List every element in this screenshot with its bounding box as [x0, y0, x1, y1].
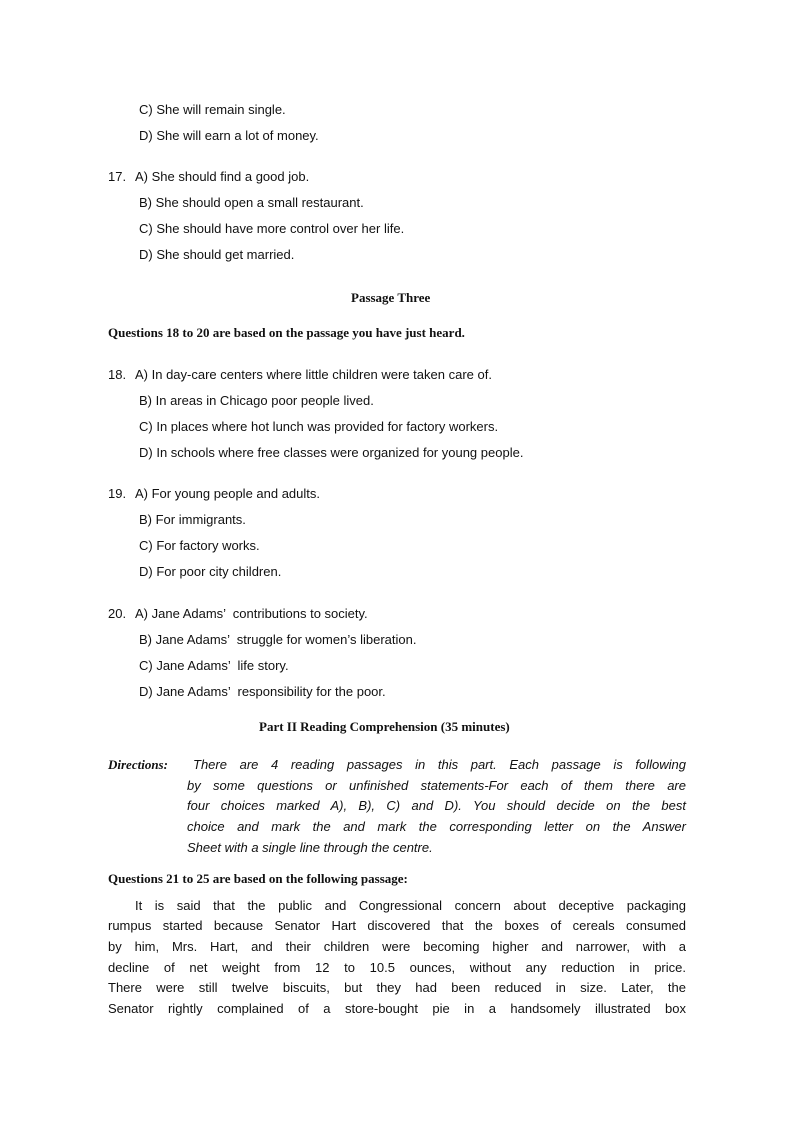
q17-option-a: A) She should find a good job.	[135, 169, 310, 184]
q19-option-a: A) For young people and adults.	[135, 486, 321, 501]
q16-option-d: D) She will earn a lot of money.	[139, 128, 319, 143]
q18-option-b: B) In areas in Chicago poor people lived.	[139, 393, 374, 408]
passage-line: There were still twelve biscuits, but they had been reduced in size. Later, the	[108, 980, 686, 995]
directions-label: Directions:	[108, 757, 168, 772]
q16-option-c: C) She will remain single.	[139, 102, 286, 117]
q19-option-c: C) For factory works.	[139, 538, 260, 553]
passage-line: rumpus started because Senator Hart discovered that the boxes of cereals consumed	[108, 918, 686, 933]
passage-line: decline of net weight from 12 to 10.5 ounces, without any reduction in price.	[108, 960, 686, 975]
q18-number: 18.	[108, 367, 127, 382]
passage-line: Senator rightly complained of a store-bought pie in a handsomely illustrated box	[108, 1001, 686, 1016]
directions-line: Sheet with a single line through the centre.	[187, 840, 433, 855]
q17-option-b: B) She should open a small restaurant.	[139, 195, 364, 210]
q20-option-a: A) Jane Adams’ contributions to society.	[135, 606, 368, 621]
directions-line: by some questions or unfinished statements-For each of them there are	[187, 778, 686, 793]
q20-number: 20.	[108, 606, 127, 621]
q17-option-c: C) She should have more control over her life.	[139, 221, 405, 236]
part2-title: Part II Reading Comprehension (35 minutes)	[259, 719, 510, 734]
passage-line: It is said that the public and Congressional concern about deceptive packaging	[135, 898, 686, 913]
directions-line: four choices marked A), B), C) and D). You should decide on the best	[187, 798, 686, 813]
passage-three-instructions: Questions 18 to 20 are based on the passage you have just heard.	[108, 325, 465, 340]
directions-line: There are 4 reading passages in this part. Each passage is following	[193, 757, 686, 772]
q20-option-d: D) Jane Adams’ responsibility for the poor.	[139, 684, 386, 699]
directions-line: choice and mark the and mark the corresponding letter on the Answer	[187, 819, 686, 834]
q19-option-d: D) For poor city children.	[139, 564, 282, 579]
q18-option-c: C) In places where hot lunch was provided for factory workers.	[139, 419, 499, 434]
q20-option-c: C) Jane Adams’ life story.	[139, 658, 289, 673]
q18-option-d: D) In schools where free classes were organized for young people.	[139, 445, 524, 460]
q18-option-a: A) In day-care centers where little children were taken care of.	[135, 367, 492, 382]
q17-option-d: D) She should get married.	[139, 247, 295, 262]
q19-number: 19.	[108, 486, 127, 501]
passage-three-title: Passage Three	[351, 290, 431, 305]
q19-option-b: B) For immigrants.	[139, 512, 246, 527]
q21-instructions: Questions 21 to 25 are based on the following passage:	[108, 871, 408, 886]
q20-option-b: B) Jane Adams’ struggle for women’s liberation.	[139, 632, 417, 647]
passage-line: by him, Mrs. Hart, and their children were becoming higher and narrower, with a	[108, 939, 686, 954]
q17-number: 17.	[108, 169, 127, 184]
